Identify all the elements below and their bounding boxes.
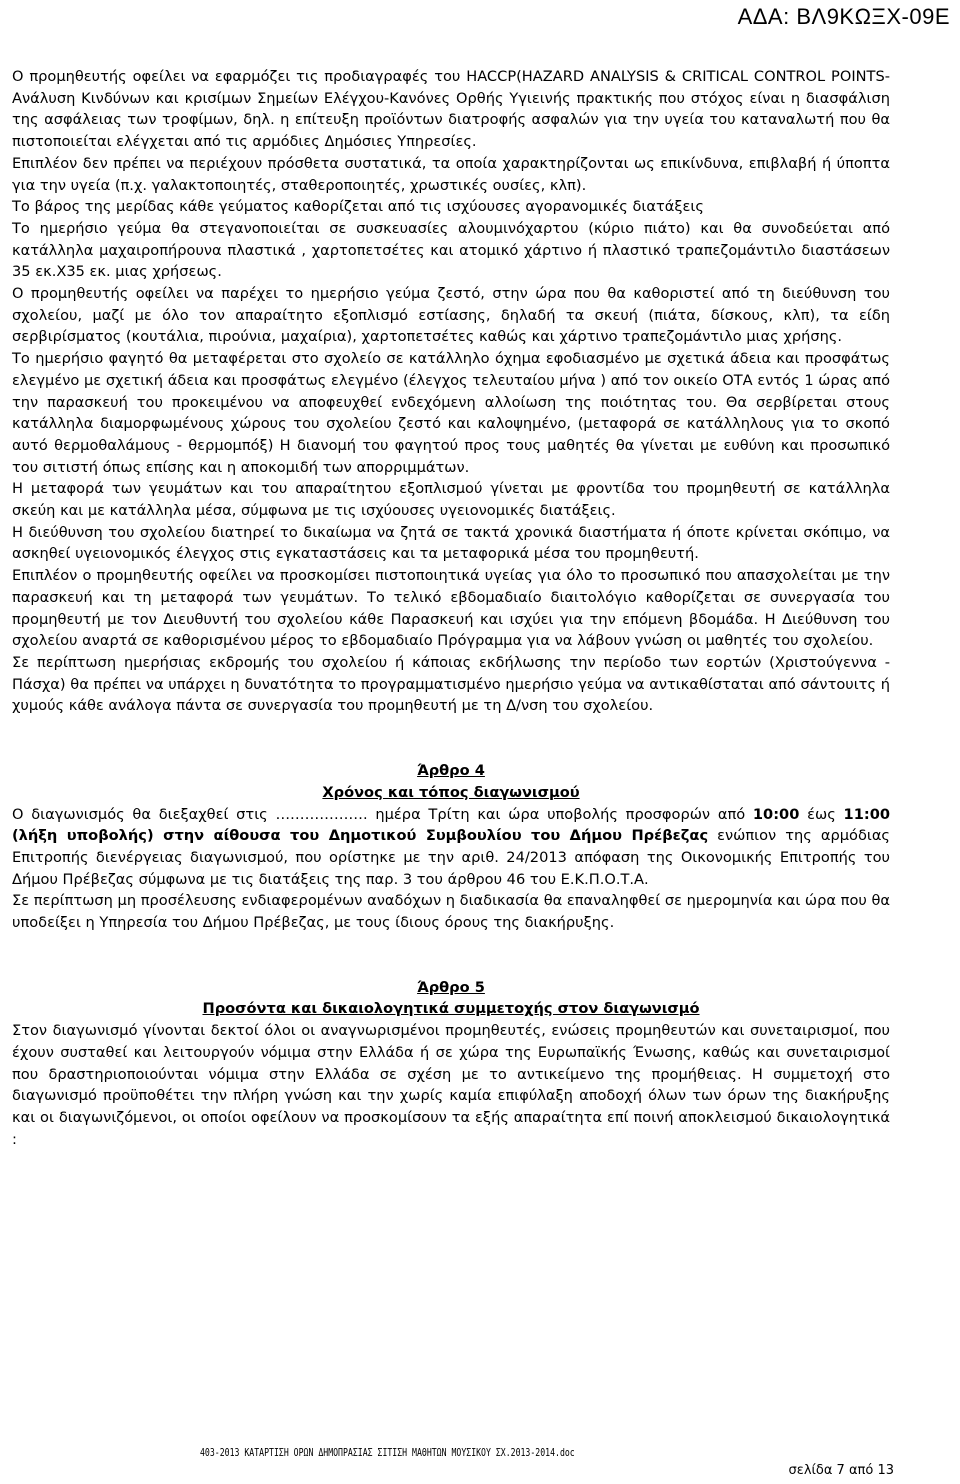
page-footer bbox=[0, 1430, 960, 1484]
paragraph-portion-weight: Το βάρος της μερίδας κάθε γεύματος καθορίζεται από τις ισχύουσες αγορανομικές διατάξεις bbox=[12, 198, 704, 216]
article-4-number: Άρθρο 4 bbox=[417, 762, 485, 780]
paragraph-equipment: Η μεταφορά των γευμάτων και του απαραίτητου εξοπλισμού γίνεται με φροντίδα του προμηθευτή σε κατάλληλα σκεύη και με κατάλληλα μέσα, σύμφωνα με τις ισχύουσες υγειονομικές διατάξεις. bbox=[12, 480, 890, 520]
article-4-text-a: Ο διαγωνισμός θα διεξαχθεί στις ………………. ημέρα Τρίτη και ώρα υποβολής προσφορών από bbox=[12, 805, 753, 823]
article-4-text-c: έως bbox=[799, 805, 844, 823]
footer-filename: 403-2013 ΚΑΤΑΡΤΙΣΗ ΟΡΩΝ ΔΗΜΟΠΡΑΣΙΑΣ ΣΙΤΙΣΗ ΜΑΘΗΤΩΝ ΜΟΥΣΙΚΟΥ ΣΧ.2013-2014.doc bbox=[200, 1447, 575, 1459]
article-5-paragraph-1: Στον διαγωνισμό γίνονται δεκτοί όλοι οι αναγνωρισμένοι προμηθευτές, ενώσεις προμηθευτών και συνεταιρισμοί, που έχουν συσταθεί και λειτουργούν νόμιμα στην Ελλάδα ή σε χώρα της Ευρωπαϊκής Ένωσης, καθώς και συνεταιρισμοί που δραστηριοποιούνται νόμιμα στην Ελλάδα σε σχέση με το αντικείμενο της προμήθειας. Η συμμετοχή στο διαγωνισμό προϋποθέτει την πλήρη γνώση και την χωρίς καμία επιφύλαξη αποδοχή όλων των όρων της διακήρυξης και οι διαγωνιζόμενοι, οι οποίοι οφείλουν να προσκομίσουν τα εξής απαραίτητα επί ποινή αποκλεισμού δικαιολογητικά : bbox=[12, 1022, 890, 1148]
article-4-start-time: 10:00 bbox=[752, 805, 800, 823]
article-4-paragraph-1 bbox=[12, 804, 890, 891]
article-4-end-time-location: 11:00 (λήξη υποβολής) στην αίθουσα του Δημοτικού Συμβουλίου του Δήμου Πρέβεζας bbox=[12, 805, 891, 845]
article-5-title: Προσόντα και δικαιολογητικά συμμετοχής στον διαγωνισμό bbox=[202, 1000, 700, 1018]
paragraph-transport: Το ημερήσιο φαγητό θα μεταφέρεται στο σχολείο σε κατάλληλο όχημα εφοδιασμένο με σχετικά άδεια και προσφάτως ελεγμένο με σχετική άδεια και προσφάτως ελεγμένο (έλεγχος τελευταίου μήνα ) από τον οικείο ΟΤΑ εντός 1 ώρας από την παρασκευή του προκειμένου να αποφευχθεί ενδεχόμενη αλλοίωση της ποιότητας του. Θα σερβίρεται στους κατάλληλα διαμορφωμένους χώρους του σχολείου ζεστό και καλοψημένο, (μεταφορά σε κατάλληλους για το σκοπό αυτό θερμοθαλάμους - θερμομπόξ) Η διανομή του φαγητού προς τους μαθητές θα γίνεται με ευθύνη και προσωπικό του σιτιστή όπως επίσης και η αποκομιδή των απορριμμάτων. bbox=[12, 350, 890, 476]
paragraph-hot-meal: Ο προμηθευτής οφείλει να παρέχει το ημερήσιο γεύμα ζεστό, στην ώρα που θα καθοριστεί από τη διεύθυνση του σχολείου, μαζί με όλο τον απαραίτητο εξοπλισμό εστίασης, δηλαδή τα σκευή (πιάτα, δίσκους, κλπ), τα είδη σερβιρίσματος (κουτάλια, πιρούνια, μαχαίρια), χαρτοπετσέτες καθώς και χάρτινο τραπεζομάντιλο μιας χρήσης. bbox=[12, 285, 890, 346]
article-5-number: Άρθρο 5 bbox=[417, 978, 485, 996]
ada-code: ΑΔΑ: ΒΛ9ΚΩΞΧ-09Ε bbox=[737, 4, 950, 29]
paragraph-health-certificates: Επιπλέον ο προμηθευτής οφείλει να προσκομίσει πιστοποιητικά υγείας για όλο το προσωπικό που απασχολείται με την παρασκευή και τη μεταφορά των γευμάτων. Το τελικό εβδομαδιαίο διαιτολόγιο καθορίζεται σε συνεργασία του προμηθευτή με τον Διευθυντή του σχολείου κάθε Παρασκευή και ισχύει για την επόμενη βδομάδα. Η Διεύθυνση του σχολείου αναρτά σε καθορισμένου μέρος το εβδομαδιαίο Πρόγραμμα για να λάβουν γνώση οι μαθητές του σχολείου. bbox=[12, 567, 890, 650]
paragraph-haccp: Ο προμηθευτής οφείλει να εφαρμόζει τις προδιαγραφές του HACCP(HAZARD ANALYSIS & CRITICAL CONTROL POINTS- Ανάλυση Κινδύνων και κρισίμων Σημείων Ελέγχου-Κανόνες Ορθής Υγιεινής πρακτικής που στόχος είναι η διασφάλιση της ασφάλειας των τροφίμων, δηλ. η επίτευξη προϊόντων διατροφής ασφαλών για την υγεία του καταναλωτή που θα πιστοποιείται ελέγχεται από τις αρμόδιες Δημόσιες Υπηρεσίες. bbox=[12, 68, 890, 151]
paragraph-additives: Επιπλέον δεν πρέπει να περιέχουν πρόσθετα συστατικά, τα οποία χαρακτηρίζονται ως επικίνδυνα, επιβλαβή ή ύποπτα για την υγεία (π.χ. γαλακτοποιητές, σταθεροποιητές, χρωστικές ουσίες, κλπ). bbox=[12, 154, 890, 194]
document-body bbox=[12, 66, 890, 1150]
paragraph-packaging: Το ημερήσιο γεύμα θα στεγανοποιείται σε συσκευασίες αλουμινόχαρτου (κύριο πιάτο) και θα συνοδεύεται από κατάλληλα μαχαιροπήρουνα πλαστικά , χαρτοπετσέτες και ατομικό χάρτινο ή πλαστικό τραπεζομάντιλο διαστάσεων 35 εκ.Χ35 εκ. μιας χρήσεως. bbox=[12, 219, 890, 281]
article-4-paragraph-2: Σε περίπτωση μη προσέλευσης ενδιαφερομένων αναδόχων η διαδικασία θα επαναληφθεί σε ημερομηνία και ώρα που θα υποδείξει η Υπηρεσία του Δήμου Πρέβεζας, με τους ίδιους όρους της διακήρυξης. bbox=[12, 892, 891, 932]
paragraph-excursions: Σε περίπτωση ημερήσιας εκδρομής του σχολείου ή κάποιας εκδήλωσης την περίοδο των εορτών (Χριστούγεννα - Πάσχα) θα πρέπει να υπάρχει η δυνατότητα το προγραμματισμένο ημερήσιο γεύμα να αντικαθίσταται από σάντουιτς ή χυμούς κάθε ανάλογα πάντα σε συνεργασία του προμηθευτή με τη Δ/νση του σχολείου. bbox=[12, 653, 890, 715]
article-4-title: Χρόνος και τόπος διαγωνισμού bbox=[322, 783, 580, 801]
footer-page-number: σελίδα 7 από 13 bbox=[788, 1463, 894, 1478]
paragraph-inspection: Η διεύθυνση του σχολείου διατηρεί το δικαίωμα να ζητά σε τακτά χρονικά διαστήματα ή όποτε κρίνεται σκόπιμο, να ασκηθεί υγειονομικός έλεγχος στις εγκαταστάσεις και τα μεταφορικά μέσα του προμηθευτή. bbox=[12, 523, 890, 563]
article-4-text-d: ενώπιον της αρμόδιας Επιτροπής διενέργειας διαγωνισμού, που ορίστηκε με την αριθ. 24/2013 απόφαση της Οικονομικής Επιτροπής του Δήμου Πρέβεζας σύμφωνα με τις διατάξεις της παρ. 3 του άρθρου 46 του Ε.Κ.Π.Ο.Τ.Α. bbox=[12, 827, 890, 888]
